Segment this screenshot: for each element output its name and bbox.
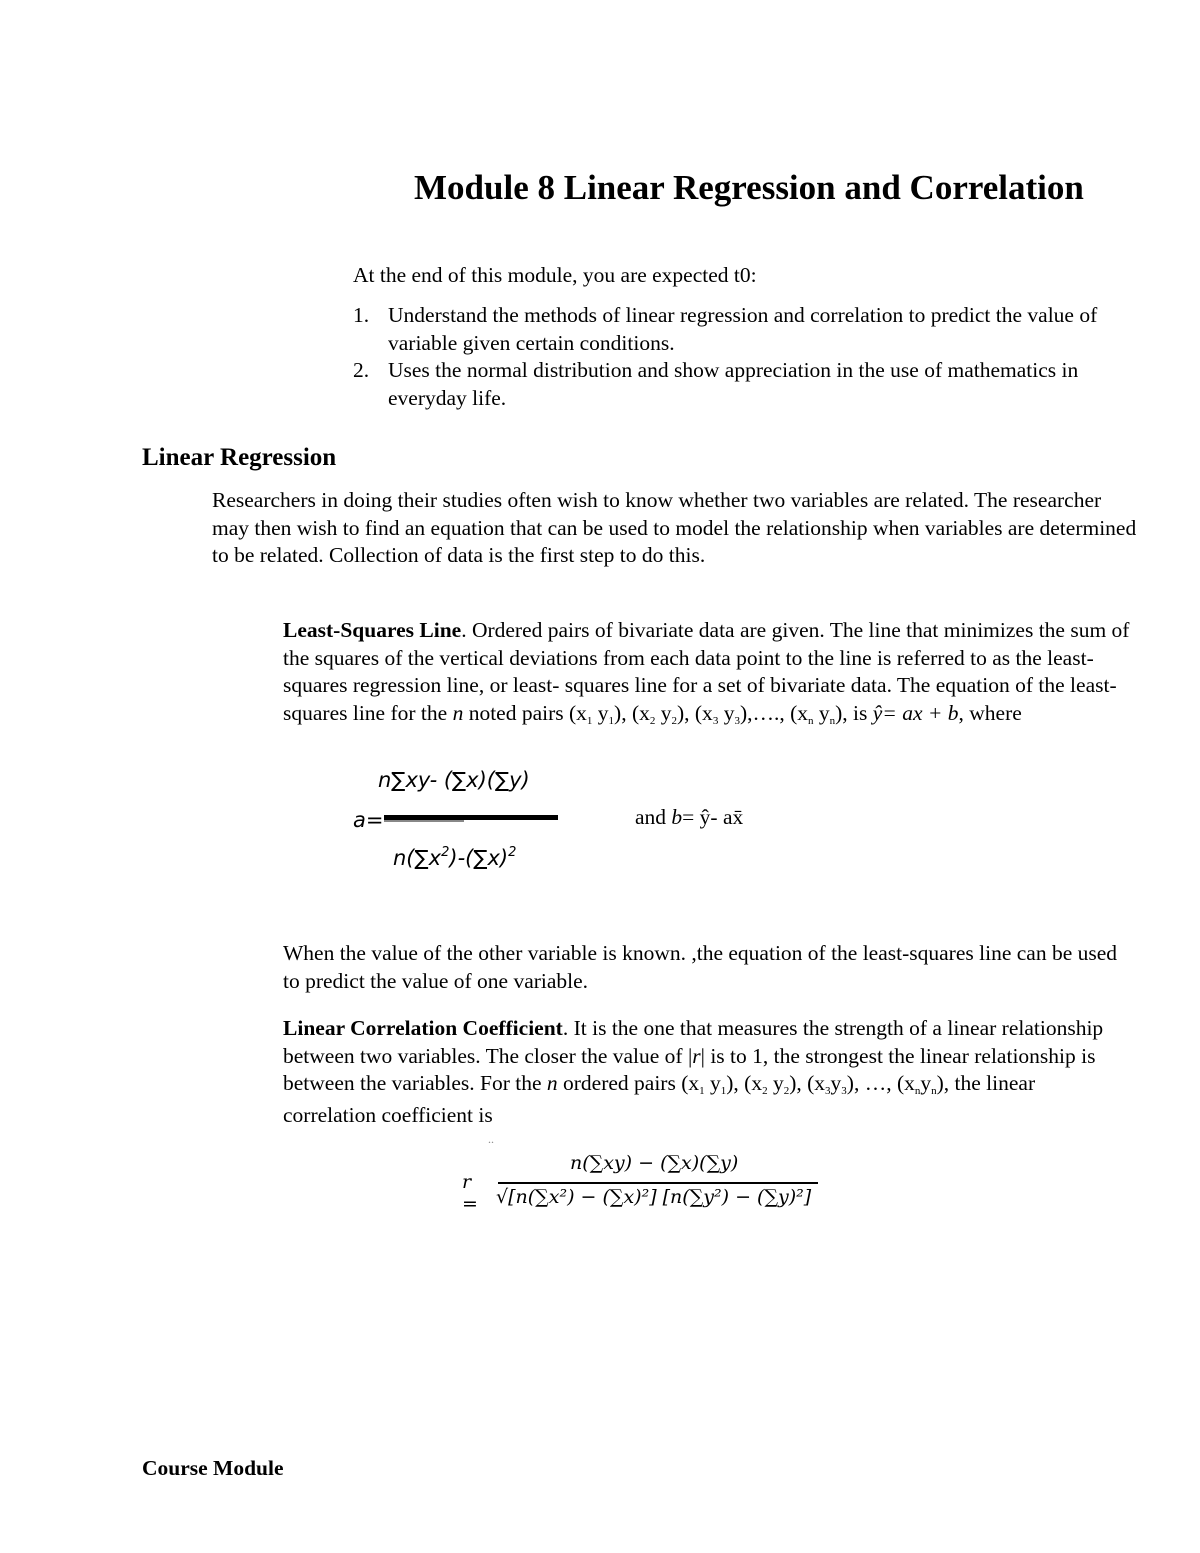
formula-b — [635, 805, 743, 830]
intro-text: At the end of this module, you are expected t0: — [353, 263, 757, 287]
section-heading: Linear Regression — [142, 444, 337, 471]
text: ),…., (x — [739, 700, 809, 725]
subscript: 1 — [720, 1085, 727, 1097]
text: n(∑x — [393, 846, 442, 870]
text: ), …, (x — [846, 1071, 915, 1095]
list-item-text: Understand the methods of linear regression and correlation to predict the value of variable given certain conditions. — [388, 303, 1098, 355]
subscript: n — [829, 714, 836, 727]
text: . It is the one that measures the strength of a linear relationship between two variables. The closer the value of | — [283, 1016, 1104, 1068]
formula-a-numerator: n∑xy- (∑x)(∑y) — [378, 768, 530, 792]
text: y — [767, 1071, 784, 1095]
text: = ŷ- ax̄ — [682, 805, 744, 829]
var-b: b — [671, 805, 683, 829]
subscript: n — [808, 714, 814, 727]
paragraph-correlation — [283, 1015, 1133, 1129]
formula-a-denominator — [393, 846, 516, 870]
objectives-list — [353, 302, 1133, 412]
text: ), is — [835, 700, 873, 725]
fraction-bar — [498, 1182, 818, 1184]
subscript: 3 — [825, 1085, 831, 1097]
var-n: n — [452, 700, 464, 725]
term-linear-correlation-coefficient: Linear Correlation Coefficient — [283, 1016, 563, 1040]
text: noted pairs (x — [463, 700, 587, 725]
paragraph-intro: Researchers in doing their studies often wish to know whether two variables are related. The researcher may then wish to find an equation that can be used to model the relationship when variables are determined to be related. Collection of data is the first step to do this. — [212, 488, 1137, 567]
subscript: n — [931, 1085, 937, 1097]
text: | is to 1, the strongest the linear relationship is between the variables. For the — [283, 1043, 1096, 1095]
text: ), the linear correlation coefficient is — [283, 1071, 1036, 1127]
list-item — [353, 357, 1133, 412]
subscript: 3 — [734, 714, 740, 727]
text: , where — [958, 700, 1022, 725]
subscript: n — [914, 1085, 921, 1097]
text: ordered pairs (x — [557, 1071, 700, 1095]
text: y — [704, 1071, 721, 1095]
var-n: n — [546, 1071, 558, 1095]
subscript: 1 — [586, 714, 593, 727]
list-item — [353, 302, 1133, 357]
formula-r-denominator: √[n(∑x²) − (∑x)²] [n(∑y²) − (∑y)²] — [496, 1186, 812, 1208]
text: ), (x — [614, 700, 650, 725]
formula-r-numerator: n(∑xy) − (∑x)(∑y) — [570, 1152, 739, 1174]
text: y — [592, 700, 609, 725]
fraction-bar-shadow — [384, 820, 464, 822]
subscript: 3 — [841, 1085, 847, 1097]
subscript: 2 — [671, 714, 677, 727]
subscript: 2 — [783, 1085, 790, 1097]
footer-label: Course Module — [142, 1456, 284, 1480]
text: ), (x — [726, 1071, 763, 1095]
term-least-squares-line: Least-Squares Line — [283, 618, 462, 642]
superscript: 2 — [441, 845, 450, 860]
paragraph-least-squares — [283, 617, 1153, 731]
text: ), (x — [676, 700, 713, 725]
subscript: 1 — [699, 1085, 705, 1097]
text: ), (x — [789, 1071, 826, 1095]
text: )-(∑x) — [449, 846, 509, 870]
subscript: 3 — [712, 714, 719, 727]
text: y — [813, 700, 830, 725]
equation-inline: ŷ= ax + b — [872, 700, 959, 725]
text: y — [830, 1071, 842, 1095]
subscript: 1 — [608, 714, 615, 727]
subscript: 2 — [762, 1085, 768, 1097]
page-title: Module 8 Linear Regression and Correlation — [414, 168, 1084, 207]
text: y — [655, 700, 672, 725]
list-item-text: Uses the normal distribution and show appreciation in the use of mathematics in everyday life. — [388, 358, 1079, 410]
list-number: 1. — [353, 303, 370, 327]
paragraph-prediction: When the value of the other variable is known. ,the equation of the least-squares line can be used to predict the value of one variable. — [283, 941, 1118, 993]
text: y — [920, 1071, 932, 1095]
text: . Ordered pairs of bivariate data are given. The line that minimizes the sum of the squares of the vertical deviations from each data point to the line is referred to as the least-squares regression line, or least- squares line for a set of bivariate data. The equation of the least-squares line for the — [283, 618, 1130, 725]
var-r: r — [692, 1043, 701, 1068]
formula-a-lhs: a= — [353, 808, 384, 832]
list-number: 2. — [353, 358, 370, 382]
text: and — [635, 805, 672, 829]
formula-r-lhs: r = — [462, 1171, 478, 1215]
text: y — [718, 700, 735, 725]
formula-r-dots: .. — [488, 1132, 494, 1146]
superscript: 2 — [508, 845, 517, 860]
subscript: 2 — [649, 714, 656, 727]
